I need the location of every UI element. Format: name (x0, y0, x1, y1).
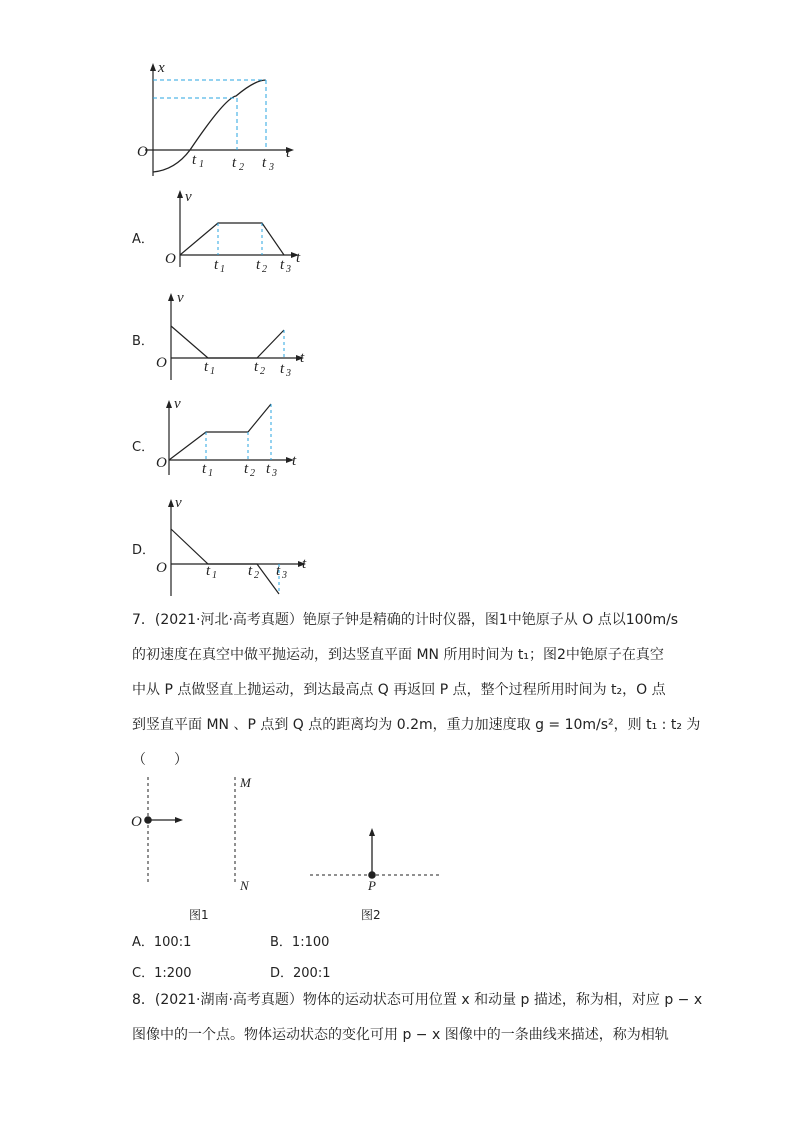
option-b-x-label: t (300, 350, 305, 366)
svg-text:1: 1 (220, 264, 225, 275)
svg-text:t: t (248, 563, 253, 579)
option-c-x-label: t (292, 453, 297, 469)
q7-choice-d[interactable]: D．200:1 (270, 966, 331, 981)
fig1-O-label: O (131, 814, 142, 830)
option-a-graph (130, 185, 320, 275)
option-c-y-label: v (174, 396, 181, 412)
fig2-P-label: P (368, 878, 376, 892)
option-d-letter: D． (132, 543, 156, 558)
q7-choice-b[interactable]: B．1:100 (270, 935, 330, 950)
svg-text:t: t (202, 461, 207, 477)
svg-text:3: 3 (272, 468, 277, 477)
fig2-caption: 图2 (361, 908, 381, 922)
svg-text:t: t (280, 257, 285, 273)
svg-text:2: 2 (250, 468, 255, 477)
x-axis-label: t (286, 145, 291, 161)
option-c-letter: C． (132, 440, 155, 455)
q7-choice-a[interactable]: A．100:1 (132, 935, 192, 950)
t3-sub: 3 (269, 162, 274, 173)
q8-text (132, 983, 703, 1053)
svg-text:2: 2 (262, 264, 267, 275)
option-a-origin: O (165, 251, 176, 267)
svg-text:t: t (280, 361, 285, 377)
svg-text:t: t (206, 563, 211, 579)
svg-text:t: t (276, 563, 281, 579)
q7-line-3: 中从 P 点做竖直上抛运动，到达最高点 Q 再返回 P 点，整个过程所用时间为 t₂，O 点 (132, 682, 666, 698)
option-d-origin: O (156, 560, 167, 576)
svg-text:t: t (266, 461, 271, 477)
q7-line-2: 的初速度在真空中做平抛运动，到达竖直平面 MN 所用时间为 t₁；图2中铯原子在真空 (132, 647, 664, 663)
q8-line-1: 8．(2021·湖南·高考真题）物体的运动状态可用位置 x 和动量 p 描述，称为相，对应 p − x (132, 992, 703, 1008)
svg-text:t: t (254, 359, 259, 375)
svg-text:t: t (214, 257, 219, 273)
t1-label: t (192, 152, 197, 168)
option-d-x-label: t (302, 556, 307, 572)
q8-line-2: 图像中的一个点。物体运动状态的变化可用 p − x 图像中的一条曲线来描述，称为相轨 (132, 1027, 669, 1043)
svg-text:t: t (256, 257, 261, 273)
option-c-graph (130, 395, 320, 477)
svg-text:t: t (204, 359, 209, 375)
fig1-M-label: M (240, 775, 251, 790)
q7-text (132, 603, 701, 778)
option-a-y-label: v (185, 189, 192, 205)
q7-line-1: 7．(2021·河北·高考真题）铯原子钟是精确的计时仪器，图1中铯原子从 O 点以100m/s (132, 612, 679, 628)
svg-text:t: t (244, 461, 249, 477)
svg-text:3: 3 (286, 264, 291, 275)
option-b-letter: B． (132, 334, 154, 349)
t2-label: t (232, 155, 237, 171)
q7-choice-c[interactable]: C．1:200 (132, 966, 192, 981)
svg-text:2: 2 (254, 570, 259, 581)
y-axis-label: x (158, 60, 165, 76)
t3-label: t (262, 155, 267, 171)
svg-text:1: 1 (210, 366, 215, 377)
t2-sub: 2 (239, 162, 244, 173)
svg-text:2: 2 (260, 366, 265, 377)
option-d-y-label: v (175, 496, 182, 511)
x-t-graph (130, 58, 310, 183)
option-d-graph (130, 496, 320, 598)
option-a-x-label: t (296, 250, 301, 266)
option-b-y-label: v (177, 290, 184, 306)
svg-text:3: 3 (286, 368, 291, 379)
svg-text:1: 1 (212, 570, 217, 581)
option-b-graph (130, 288, 320, 380)
option-c-origin: O (156, 455, 167, 471)
option-b-origin: O (156, 355, 167, 371)
q7-line-4: 到竖直平面 MN 、P 点到 Q 点的距离均为 0.2m，重力加速度取 g = 10m/s²，则 t₁ : t₂ 为 (132, 717, 701, 733)
q7-figure (125, 772, 455, 892)
q7-bracket: （ ） (132, 752, 188, 768)
svg-text:3: 3 (282, 570, 287, 581)
option-a-letter: A． (132, 232, 154, 247)
fig1-caption: 图1 (189, 908, 209, 922)
svg-text:1: 1 (208, 468, 213, 477)
t1-sub: 1 (199, 159, 204, 170)
origin-label: O (137, 144, 148, 160)
fig1-N-label: N (240, 878, 249, 892)
